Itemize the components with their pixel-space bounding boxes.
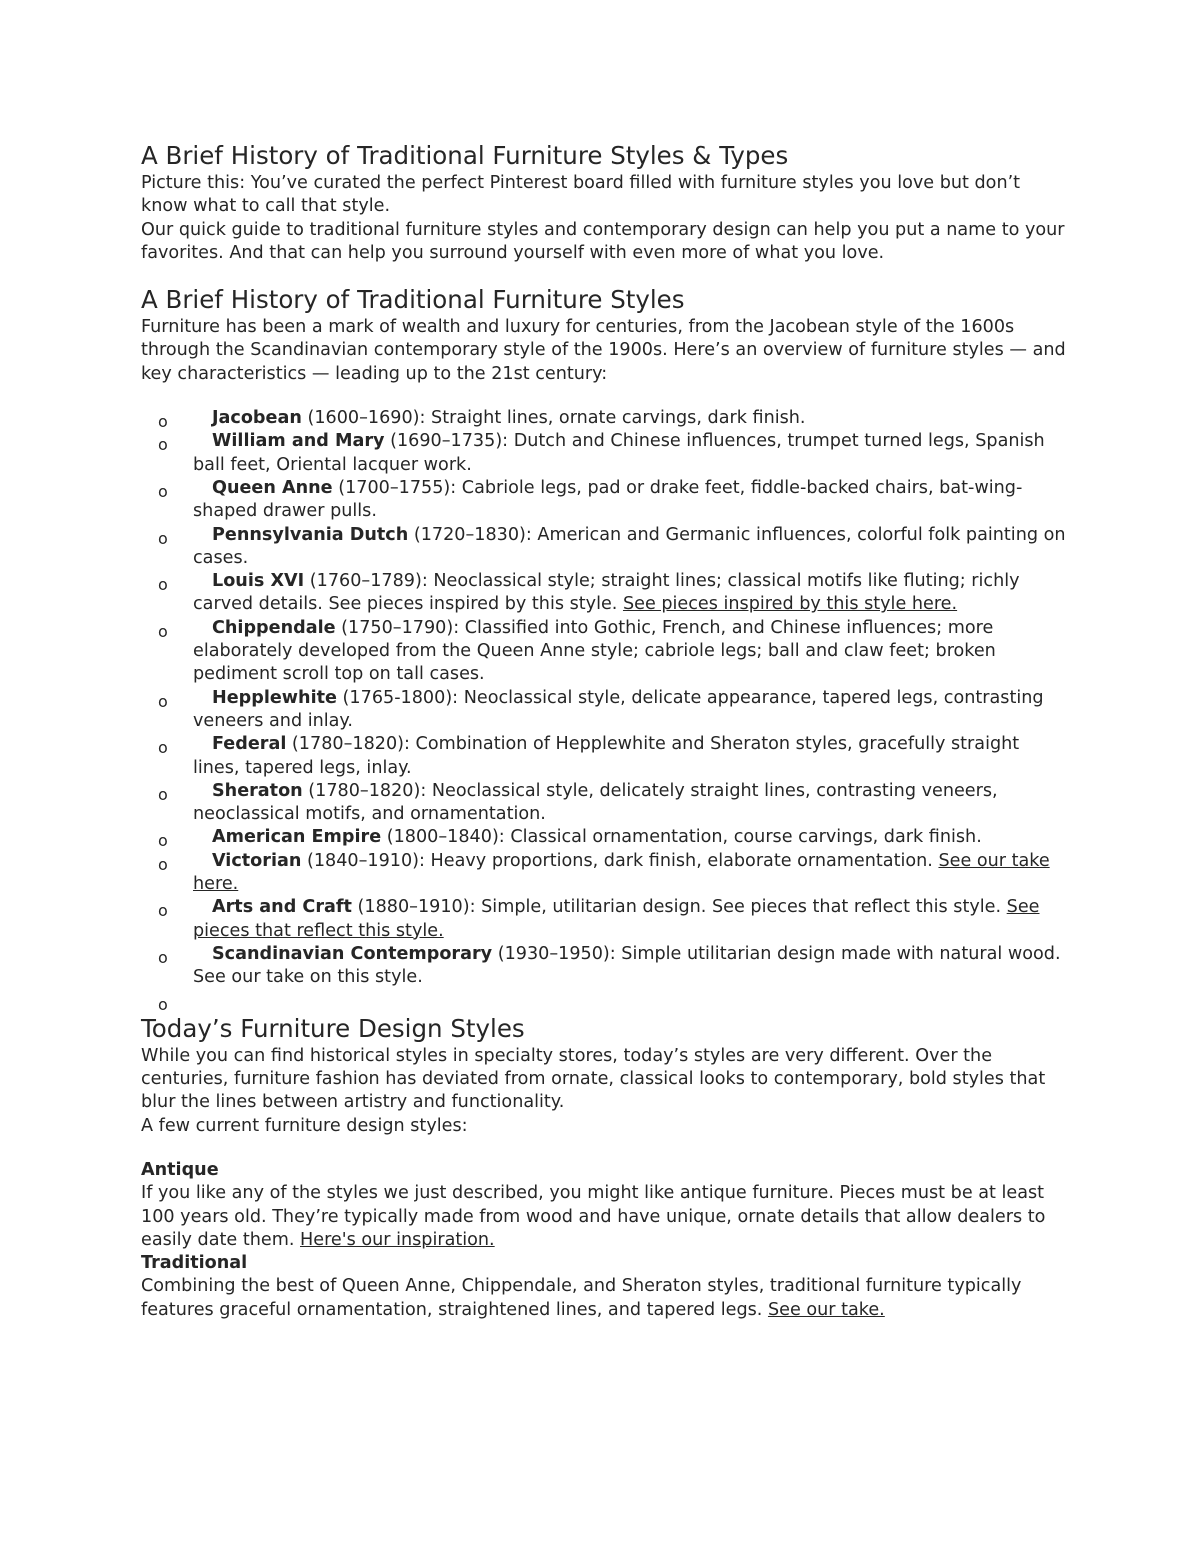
style-description: (1600–1690): Straight lines, ornate carvings, dark finish.	[301, 408, 806, 429]
style-name: Arts and Craft	[212, 897, 352, 918]
style-list-item	[141, 733, 1066, 780]
style-description: (1750–1790): Classified into Gothic, French, and Chinese influences; more elaborately developed from the Queen Anne style; cabriole legs; ball and claw feet; broken pediment scroll top on tall cases.	[193, 617, 996, 685]
style-list-item	[141, 990, 1066, 1013]
style-description: (1765-1800): Neoclassical style, delicate appearance, tapered legs, contrasting veneers and inlay.	[193, 687, 1044, 731]
style-description: (1880–1910): Simple, utilitarian design. See pieces that reflect this style.	[351, 897, 1007, 918]
bullet-icon: o	[158, 994, 168, 1014]
style-description: (1780–1820): Neoclassical style, delicately straight lines, contrasting veneers, neoclassical motifs, and ornamentation.	[193, 780, 998, 825]
bullet-icon: o	[158, 621, 168, 641]
history-intro: Furniture has been a mark of wealth and luxury for centuries, from the Jacobean style of the 1600s through the Scandinavian contemporary style of the 1900s. Here’s an overview of furniture styles — and key characteristics — leading up to the 21st century:	[141, 317, 1066, 384]
style-list-item	[141, 407, 1066, 430]
style-name: American Empire	[212, 827, 382, 848]
bullet-icon: o	[158, 738, 168, 758]
bullet-icon: o	[158, 691, 168, 711]
style-description: (1690–1735): Dutch and Chinese influences, trumpet turned legs, Spanish ball feet, Oriental lacquer work.	[193, 431, 1045, 475]
style-name: Sheraton	[212, 780, 303, 801]
bullet-icon: o	[158, 435, 168, 455]
today-intro: While you can find historical styles in specialty stores, today’s styles are very different. Over the centuries, furniture fashion has deviated from ornate, classical looks to contemporary, bold styles that blur the lines between artistry and functionality.	[141, 1045, 1046, 1113]
style-description: (1840–1910): Heavy proportions, dark finish, elaborate ornamentation.	[301, 850, 939, 871]
style-list-item	[141, 850, 1066, 897]
traditional-heading: Traditional	[141, 1253, 248, 1274]
style-description: (1930–1950): Simple utilitarian design made with natural wood. See our take on this style.	[193, 943, 1061, 988]
style-list-item	[141, 826, 1066, 849]
traditional-take-link[interactable]: See our take.	[767, 1299, 885, 1320]
bullet-icon: o	[158, 947, 168, 967]
style-name: Pennsylvania Dutch	[212, 524, 409, 545]
style-link[interactable]: See pieces inspired by this style here.	[622, 594, 958, 615]
bullet-icon: o	[158, 784, 168, 804]
antique-heading: Antique	[141, 1159, 219, 1180]
page-title: A Brief History of Traditional Furniture Styles & Types	[141, 141, 789, 170]
style-list-item	[141, 524, 1066, 571]
style-description: (1800–1840): Classical ornamentation, course carvings, dark finish.	[381, 827, 982, 848]
antique-paragraph	[141, 1182, 1066, 1252]
bullet-icon: o	[158, 831, 168, 851]
style-list-item	[141, 617, 1066, 687]
style-description: (1720–1830): American and Germanic influences, colorful folk painting on cases.	[193, 524, 1066, 568]
intro-paragraph-2: Our quick guide to traditional furniture styles and contemporary design can help you put a name to your favorites. And that can help you surround yourself with even more of what you love.	[141, 219, 1065, 263]
style-description: (1760–1789): Neoclassical style; straight lines; classical motifs like fluting; richly carved details. See pieces inspired by this style.	[193, 571, 1020, 615]
style-list-item	[141, 896, 1066, 943]
style-name: Hepplewhite	[212, 687, 337, 708]
style-name: Federal	[212, 734, 287, 755]
style-list-item	[141, 780, 1066, 827]
style-name: Jacobean	[212, 408, 302, 429]
furniture-styles-list	[141, 407, 1066, 1013]
today-lead: A few current furniture design styles:	[141, 1115, 468, 1136]
bullet-icon: o	[158, 481, 168, 501]
history-heading: A Brief History of Traditional Furniture Styles	[141, 285, 685, 315]
style-list-item	[141, 477, 1066, 524]
style-list-item	[141, 570, 1066, 617]
spacer	[141, 1138, 1066, 1159]
style-link[interactable]: See pieces that reflect this style.	[193, 897, 1040, 941]
antique-inspiration-link[interactable]: Here's our inspiration.	[300, 1229, 495, 1250]
style-name: William and Mary	[212, 431, 385, 452]
style-description: (1700–1755): Cabriole legs, pad or drake feet, fiddle-backed chairs, bat-wing-shaped drawer pulls.	[193, 477, 1023, 522]
style-link[interactable]: See our take here.	[193, 850, 1050, 895]
style-list-item	[141, 430, 1066, 477]
style-name: Scandinavian Contemporary	[212, 943, 493, 964]
bullet-icon: o	[158, 901, 168, 921]
spacer	[141, 386, 1066, 407]
style-list-item	[141, 687, 1066, 734]
bullet-icon: o	[158, 575, 168, 595]
style-description: (1780–1820): Combination of Hepplewhite and Sheraton styles, gracefully straight lines, tapered legs, inlay.	[193, 734, 1020, 778]
bullet-icon: o	[158, 412, 168, 432]
traditional-text: Combining the best of Queen Anne, Chippendale, and Sheraton styles, traditional furniture typically features graceful ornamentation, straightened lines, and tapered legs.	[141, 1276, 1022, 1320]
bullet-icon: o	[158, 854, 168, 874]
style-name: Chippendale	[212, 617, 336, 638]
style-list-item	[141, 943, 1066, 990]
bullet-icon: o	[158, 528, 168, 548]
traditional-paragraph	[141, 1275, 1066, 1322]
style-name: Louis XVI	[212, 571, 305, 592]
antique-text: If you like any of the styles we just described, you might like antique furniture. Pieces must be at least 100 years old. They’re typically made from wood and have unique, ornate details that allow dealers to easily date them.	[141, 1183, 1046, 1250]
today-heading: Today’s Furniture Design Styles	[141, 1013, 525, 1043]
style-name: Queen Anne	[212, 477, 333, 498]
intro-paragraph-1: Picture this: You’ve curated the perfect Pinterest board filled with furniture styles you love but don’t know what to call that style.	[141, 173, 1021, 217]
spacer	[141, 265, 1066, 284]
document-page	[141, 140, 1066, 1322]
style-name: Victorian	[212, 850, 302, 871]
